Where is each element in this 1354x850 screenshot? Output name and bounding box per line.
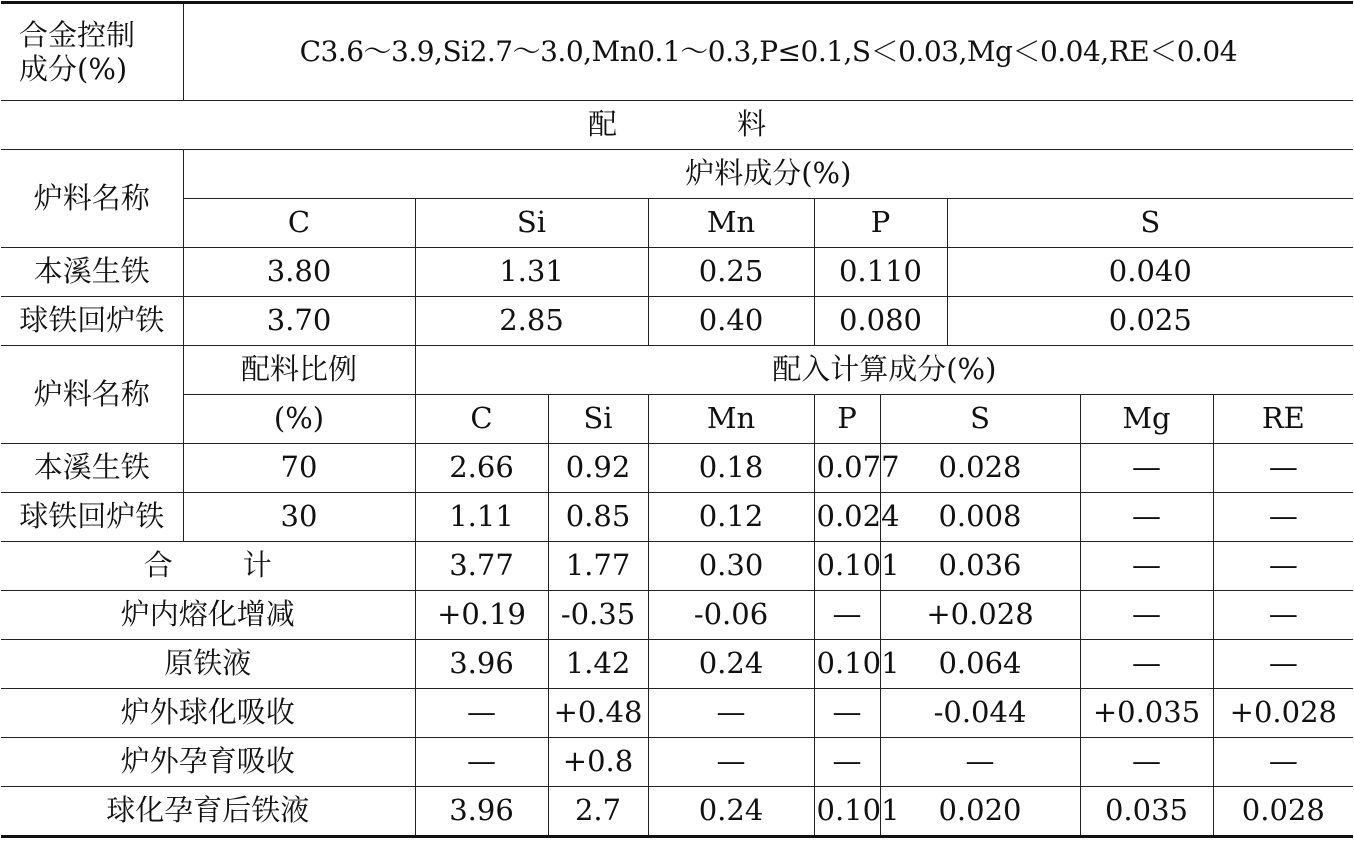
- summary-value: —: [814, 689, 880, 738]
- charge-row: [1, 248, 1353, 297]
- calc-row: [1, 444, 1353, 493]
- summary-label: 炉内熔化增减: [1, 591, 415, 640]
- calc-ratio-unit: (%): [183, 395, 415, 444]
- charge-row-value: 1.31: [415, 248, 648, 297]
- charge-row-name: 球铁回炉铁: [1, 297, 183, 346]
- summary-label-part2: 计: [242, 548, 272, 583]
- summary-value: —: [1080, 640, 1213, 689]
- calc-element-header-si: Si: [548, 395, 648, 444]
- charge-header-row: [1, 150, 1353, 199]
- summary-label: 炉外孕育吸收: [1, 738, 415, 787]
- summary-value: 0.30: [648, 542, 814, 591]
- calc-element-header-mn: Mn: [648, 395, 814, 444]
- summary-row-nodularization: [1, 689, 1353, 738]
- section-title-row: [1, 101, 1353, 150]
- alloy-label-cell: [1, 3, 183, 101]
- calc-row-value: 0.85: [548, 493, 648, 542]
- calc-row-value: 0.12: [648, 493, 814, 542]
- summary-value: 0.24: [648, 787, 814, 837]
- calc-ratio-header: 配料比例: [183, 346, 415, 395]
- charge-row-value: 0.080: [814, 297, 947, 346]
- charge-element-header-mn: Mn: [648, 199, 814, 248]
- charge-element-header-row: [1, 199, 1353, 248]
- summary-value: 1.77: [548, 542, 648, 591]
- calc-name-header: 炉料名称: [1, 346, 183, 444]
- summary-value: -0.044: [880, 689, 1080, 738]
- summary-value: —: [648, 689, 814, 738]
- charge-row-value: 0.110: [814, 248, 947, 297]
- summary-value: 0.036: [880, 542, 1080, 591]
- calc-row-value: —: [1080, 493, 1213, 542]
- alloy-composition-row: [1, 3, 1353, 101]
- summary-row-base-iron: [1, 640, 1353, 689]
- calc-row-ratio: 70: [183, 444, 415, 493]
- calc-row-value: —: [1213, 444, 1353, 493]
- calc-row-value: 2.66: [415, 444, 548, 493]
- summary-value: —: [1080, 591, 1213, 640]
- calc-row-name: 本溪生铁: [1, 444, 183, 493]
- calc-composition-header: 配入计算成分(%): [415, 346, 1353, 395]
- summary-value: 2.7: [548, 787, 648, 837]
- summary-value: +0.035: [1080, 689, 1213, 738]
- calc-element-header-c: C: [415, 395, 548, 444]
- charge-element-header-p: P: [814, 199, 947, 248]
- summary-value: 3.96: [415, 640, 548, 689]
- summary-value: +0.48: [548, 689, 648, 738]
- charge-element-header-si: Si: [415, 199, 648, 248]
- summary-value: -0.35: [548, 591, 648, 640]
- calc-row-value: 0.028: [880, 444, 1080, 493]
- calc-row-value: 0.18: [648, 444, 814, 493]
- summary-label-total: [1, 542, 415, 591]
- summary-label: 原铁液: [1, 640, 415, 689]
- summary-value: —: [1080, 738, 1213, 787]
- summary-value: —: [1213, 591, 1353, 640]
- summary-value: 3.77: [415, 542, 548, 591]
- summary-value: —: [1080, 542, 1213, 591]
- summary-row-melting: [1, 591, 1353, 640]
- summary-value: 1.42: [548, 640, 648, 689]
- calc-row-value: —: [1080, 444, 1213, 493]
- calc-row-value: 0.92: [548, 444, 648, 493]
- summary-value: —: [415, 689, 548, 738]
- calc-row-value: 0.024: [814, 493, 880, 542]
- section-title-part1: 配: [588, 107, 618, 142]
- summary-value: 0.035: [1080, 787, 1213, 837]
- charge-element-header-s: S: [947, 199, 1353, 248]
- summary-value: —: [648, 738, 814, 787]
- section-title-part2: 料: [737, 107, 767, 142]
- summary-value: —: [1213, 542, 1353, 591]
- charge-calculation-table: [1, 1, 1353, 838]
- summary-row-final-iron: [1, 787, 1353, 837]
- calc-row-value: 0.008: [880, 493, 1080, 542]
- charge-element-header-c: C: [183, 199, 415, 248]
- charge-row-value: 0.040: [947, 248, 1353, 297]
- summary-value: 3.96: [415, 787, 548, 837]
- calc-row-value: 1.11: [415, 493, 548, 542]
- alloy-composition-value: C3.6～3.9,Si2.7～3.0,Mn0.1～0.3,P≤0.1,S＜0.03,Mg＜0.04,RE＜0.04: [183, 3, 1353, 101]
- summary-value: —: [814, 591, 880, 640]
- summary-value: 0.064: [880, 640, 1080, 689]
- summary-value: 0.028: [1213, 787, 1353, 837]
- charge-row-value: 0.25: [648, 248, 814, 297]
- summary-value: —: [415, 738, 548, 787]
- summary-value: —: [1213, 738, 1353, 787]
- charge-composition-header: 炉料成分(%): [183, 150, 1353, 199]
- charge-row-value: 2.85: [415, 297, 648, 346]
- calc-element-header-row: [1, 395, 1353, 444]
- charge-row-value: 0.40: [648, 297, 814, 346]
- summary-value: 0.020: [880, 787, 1080, 837]
- calc-row-ratio: 30: [183, 493, 415, 542]
- calc-element-header-re: RE: [1213, 395, 1353, 444]
- section-title: [1, 101, 1353, 150]
- summary-value: —: [880, 738, 1080, 787]
- summary-value: 0.101: [814, 640, 880, 689]
- calc-row: [1, 493, 1353, 542]
- summary-value: 0.24: [648, 640, 814, 689]
- summary-value: 0.101: [814, 542, 880, 591]
- summary-row-total: [1, 542, 1353, 591]
- summary-row-inoculation: [1, 738, 1353, 787]
- charge-row-name: 本溪生铁: [1, 248, 183, 297]
- summary-value: 0.101: [814, 787, 880, 837]
- alloy-label-line2: 成分(%): [19, 52, 128, 86]
- calc-element-header-p: P: [814, 395, 880, 444]
- charge-row-value: 3.70: [183, 297, 415, 346]
- summary-label: 球化孕育后铁液: [1, 787, 415, 837]
- summary-value: +0.8: [548, 738, 648, 787]
- charge-row-value: 3.80: [183, 248, 415, 297]
- calc-element-header-mg: Mg: [1080, 395, 1213, 444]
- calc-element-header-s: S: [880, 395, 1080, 444]
- charge-row-value: 0.025: [947, 297, 1353, 346]
- charge-name-header: 炉料名称: [1, 150, 183, 248]
- summary-value: +0.028: [880, 591, 1080, 640]
- calc-row-value: —: [1213, 493, 1353, 542]
- calc-row-name: 球铁回炉铁: [1, 493, 183, 542]
- summary-value: -0.06: [648, 591, 814, 640]
- summary-value: —: [1213, 640, 1353, 689]
- summary-value: +0.028: [1213, 689, 1353, 738]
- alloy-label-line1: 合金控制: [19, 17, 136, 52]
- summary-label: 炉外球化吸收: [1, 689, 415, 738]
- calc-row-value: 0.077: [814, 444, 880, 493]
- summary-value: +0.19: [415, 591, 548, 640]
- charge-row: [1, 297, 1353, 346]
- calc-header-row: [1, 346, 1353, 395]
- summary-label-part1: 合: [143, 548, 173, 583]
- summary-value: —: [814, 738, 880, 787]
